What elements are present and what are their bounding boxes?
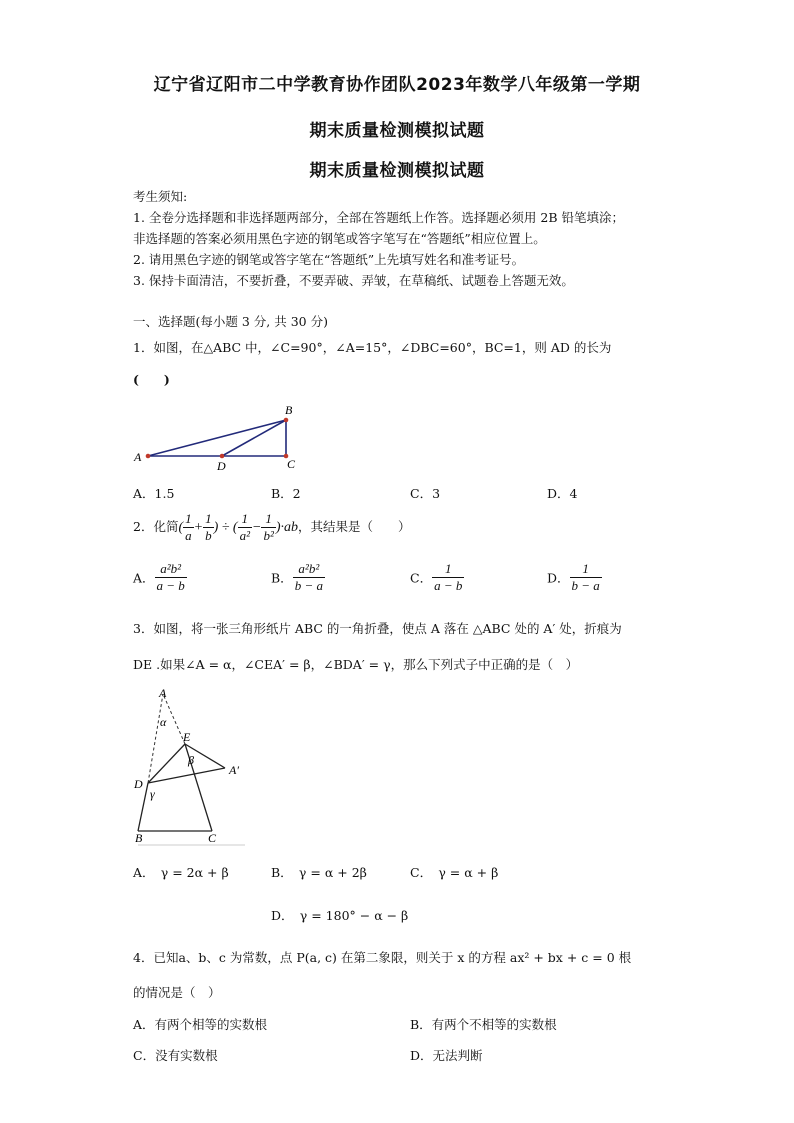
q3-option-a[interactable]: A． γ = 2α + β	[133, 865, 229, 880]
q1-label-c: C	[287, 457, 296, 471]
q1-stem: 1．如图，在△ABC 中，∠C=90°，∠A=15°，∠DBC=60°，BC=1，则 AD 的长为	[133, 340, 612, 355]
q3-label-gamma: γ	[150, 787, 155, 801]
q3-label-b: B	[135, 831, 143, 845]
q2-plus: +	[193, 520, 204, 535]
q1-side-ab	[148, 420, 286, 456]
q2-frac-1: $\frac{1}{a}$	[185, 511, 192, 543]
q2-frac-4: $\frac{1}{\text{b²}}$	[263, 511, 274, 543]
q2-prefix: 2．化简	[133, 519, 179, 534]
q1-option-c[interactable]: C．3	[410, 486, 441, 501]
title-line-1: 辽宁省辽阳市二中学教育协作团队2023年数学八年级第一学期	[153, 75, 641, 95]
q3-stem-line-1: 3．如图，将一张三角形纸片 ABC 的一角折叠，使点 A 落在 △ABC 处的 A′ 处，折痕为	[133, 621, 622, 636]
q2-option-d[interactable]: D． $\frac{1}{b - a}$	[547, 561, 600, 593]
q1-point-d	[220, 454, 225, 459]
q2-option-b[interactable]: B． $\frac{\text{a²b²}}{b - a}$	[271, 561, 323, 593]
q3-label-d: D	[134, 777, 143, 791]
q1-point-b	[284, 418, 289, 423]
q2-frac-2: $\frac{1}{b}$	[205, 511, 212, 543]
q4-option-d[interactable]: D．无法判断	[410, 1048, 483, 1063]
notice-heading: 考生须知:	[133, 189, 188, 204]
q2-close-paren-2: )	[275, 520, 281, 535]
q1-point-a	[146, 454, 151, 459]
q1-option-a[interactable]: A．1.5	[133, 486, 175, 501]
q3-stem-line-2: DE .如果∠A = α，∠CEA′ = β，∠BDA′ = γ，那么下列式子中正确的是（ ）	[133, 657, 579, 672]
notice-item-3: 3. 保持卡面清洁，不要折叠，不要弄破、弄皱，在草稿纸、试题卷上答题无效。	[133, 273, 574, 288]
q3-label-e: E	[183, 730, 191, 744]
q1-option-b[interactable]: B．2	[271, 486, 301, 501]
q2-option-a[interactable]: A． $\frac{\text{a²b²}}{a - b}$	[133, 561, 185, 593]
q2-option-c[interactable]: C． $\frac{1}{a - b}$	[410, 561, 463, 593]
q4-stem-line-1: 4．已知a、b、c 为常数，点 P(a, c) 在第二象限，则关于 x 的方程 ax² + bx + c = 0 根	[133, 950, 632, 965]
title-line-2: 期末质量检测模拟试题	[309, 121, 485, 141]
notice-item-1b: 非选择题的答案必须用黑色字迹的钢笔或答字笔写在“答题纸”相应位置上。	[133, 231, 546, 246]
q1-label-b: B	[285, 403, 293, 417]
title-line-3: 期末质量检测模拟试题	[309, 161, 485, 181]
q1-segment-bd	[222, 420, 286, 456]
q3-figure	[130, 686, 260, 851]
q2-open-paren-1: (	[178, 520, 184, 535]
q4-option-c[interactable]: C．没有实数根	[133, 1048, 218, 1063]
notice-item-2: 2. 请用黑色字迹的钢笔或答字笔在“答题纸”上先填写姓名和准考证号。	[133, 252, 525, 267]
q1-label-d: D	[217, 459, 226, 473]
q1-figure	[130, 400, 310, 475]
q3-label-aprime: A′	[229, 763, 239, 777]
section-heading: 一、选择题(每小题 3 分, 共 30 分)	[133, 314, 328, 329]
q2-frac-3: $\frac{1}{\text{a²}}$	[239, 511, 250, 543]
q2-stem	[133, 508, 411, 547]
q4-stem-line-2: 的情况是（ ）	[133, 985, 221, 1000]
q3-label-beta: β	[188, 753, 194, 767]
q1-label-a: A	[134, 450, 142, 464]
q3-label-alpha: α	[160, 715, 167, 729]
q4-option-b[interactable]: B．有两个不相等的实数根	[410, 1017, 557, 1032]
notice-item-1a: 1. 全卷分选择题和非选择题两部分，全部在答题纸上作答。选择题必须用 2B 铅笔填涂；	[133, 210, 624, 225]
q3-label-a: A	[159, 686, 167, 700]
q1-option-d[interactable]: D．4	[547, 486, 578, 501]
q3-option-c[interactable]: C． γ = α + β	[410, 865, 499, 880]
q2-tail: ·ab	[280, 520, 299, 535]
q1-answer-paren: ( )	[133, 372, 170, 387]
q3-option-d[interactable]: D． γ = 180° − α − β	[271, 908, 409, 923]
q3-option-b[interactable]: B． γ = α + 2β	[271, 865, 367, 880]
q3-label-c: C	[208, 831, 217, 845]
q4-option-a[interactable]: A．有两个相等的实数根	[133, 1017, 268, 1032]
q2-minus: −	[252, 520, 262, 535]
q2-suffix: ，其结果是（ ）	[298, 519, 411, 534]
q2-close-div: ) ÷ (	[213, 520, 238, 535]
